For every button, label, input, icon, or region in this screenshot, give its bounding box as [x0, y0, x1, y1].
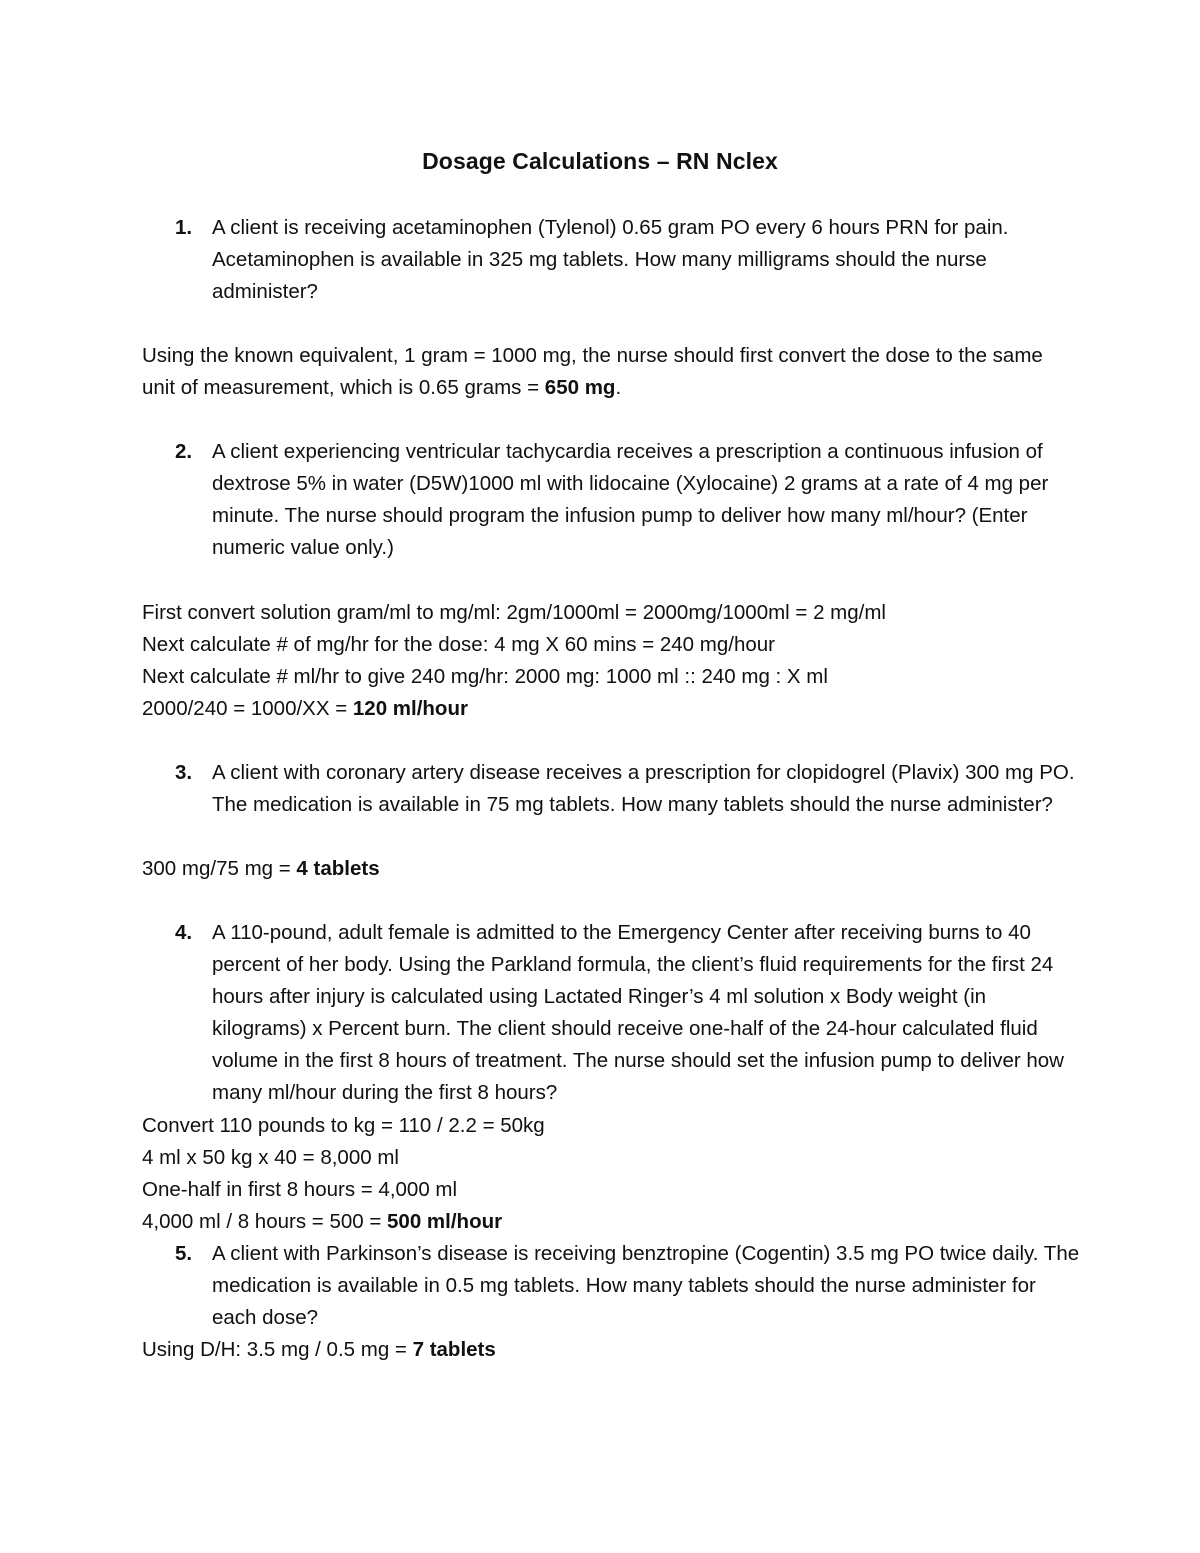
answer-result: 650 mg [544, 376, 616, 399]
answer-3-line-1 [142, 853, 1072, 885]
answer-text: 4,000 ml / 8 hours = 500 = [142, 1210, 388, 1233]
answer-4-line-3 [142, 1174, 1072, 1206]
answer-text: 2000/240 = 1000/XX = [142, 697, 353, 720]
answer-2-line-1 [142, 597, 1072, 629]
answer-text: Using D/H: 3.5 mg / 0.5 mg = [142, 1338, 413, 1361]
answer-4-line-4 [142, 1206, 1072, 1238]
answer-text: Next calculate # of mg/hr for the dose: 4 mg X 60 mins = 240 mg/hour [142, 633, 775, 656]
question-number: 3. [175, 761, 193, 784]
answer-result: 4 tablets [296, 857, 380, 880]
answer-text: One-half in first 8 hours = 4,000 ml [142, 1178, 458, 1201]
answer-2-line-3 [142, 661, 1072, 693]
answer-5-line-1 [142, 1334, 1072, 1366]
question-number: 2. [175, 440, 193, 463]
answer-result: 500 ml/hour [387, 1210, 503, 1233]
answer-result: 7 tablets [412, 1338, 496, 1361]
question-text: A 110-pound, adult female is admitted to the Emergency Center after receiving burns to 40 percent of her body. Using the Parkland formula, the client’s fluid requirements for the first 24 hours after injury is calculated using Lactated Ringer’s 4 ml solution x Body weight (in kilograms) x Percent burn. The client should receive one-half of the 24-hour calculated fluid volume in the first 8 hours of treatment. The nurse should set the infusion pump to deliver how many ml/hour during the first 8 hours? [212, 921, 1064, 1104]
answer-text: Using the known equivalent, 1 gram = 1000 mg, the nurse should first convert the dose to the same unit of measurement, which is 0.65 grams = [142, 344, 1043, 399]
answer-result: 120 ml/hour [352, 697, 468, 720]
answer-2-line-2 [142, 629, 1072, 661]
answer-1-line-1 [142, 340, 1052, 404]
question-number: 5. [175, 1242, 193, 1265]
answer-text: 4 ml x 50 kg x 40 = 8,000 ml [142, 1146, 399, 1169]
answer-suffix: . [615, 376, 622, 399]
answer-text: First convert solution gram/ml to mg/ml: 2gm/1000ml = 2000mg/1000ml = 2 mg/ml [142, 601, 886, 624]
answer-2-line-4 [142, 693, 1072, 725]
answer-4-line-1 [142, 1110, 1072, 1142]
question-text: A client experiencing ventricular tachycardia receives a prescription a continuous infusion of dextrose 5% in water (D5W)1000 ml with lidocaine (Xylocaine) 2 grams at a rate of 4 mg per minute. The nurse should program the infusion pump to deliver how many ml/hour? (Enter numeric value only.) [212, 440, 1049, 559]
question-number: 1. [175, 216, 193, 239]
answer-text: Next calculate # ml/hr to give 240 mg/hr: 2000 mg: 1000 ml :: 240 mg : X ml [142, 665, 828, 688]
answer-text: 300 mg/75 mg = [142, 857, 297, 880]
question-text: A client is receiving acetaminophen (Tylenol) 0.65 gram PO every 6 hours PRN for pain. Acetaminophen is available in 325 mg tablets. How many milligrams should the nurse administer? [212, 216, 1009, 303]
question-text: A client with coronary artery disease receives a prescription for clopidogrel (Plavix) 300 mg PO. The medication is available in 75 mg tablets. How many tablets should the nurse administer? [212, 761, 1075, 816]
question-number: 4. [175, 921, 193, 944]
answer-text: Convert 110 pounds to kg = 110 / 2.2 = 50kg [142, 1114, 545, 1137]
page-title: Dosage Calculations – RN Nclex [422, 148, 778, 174]
question-text: A client with Parkinson’s disease is receiving benztropine (Cogentin) 3.5 mg PO twice daily. The medication is available in 0.5 mg tablets. How many tablets should the nurse administer for each dose? [212, 1242, 1080, 1329]
answer-4-line-2 [142, 1142, 1072, 1174]
